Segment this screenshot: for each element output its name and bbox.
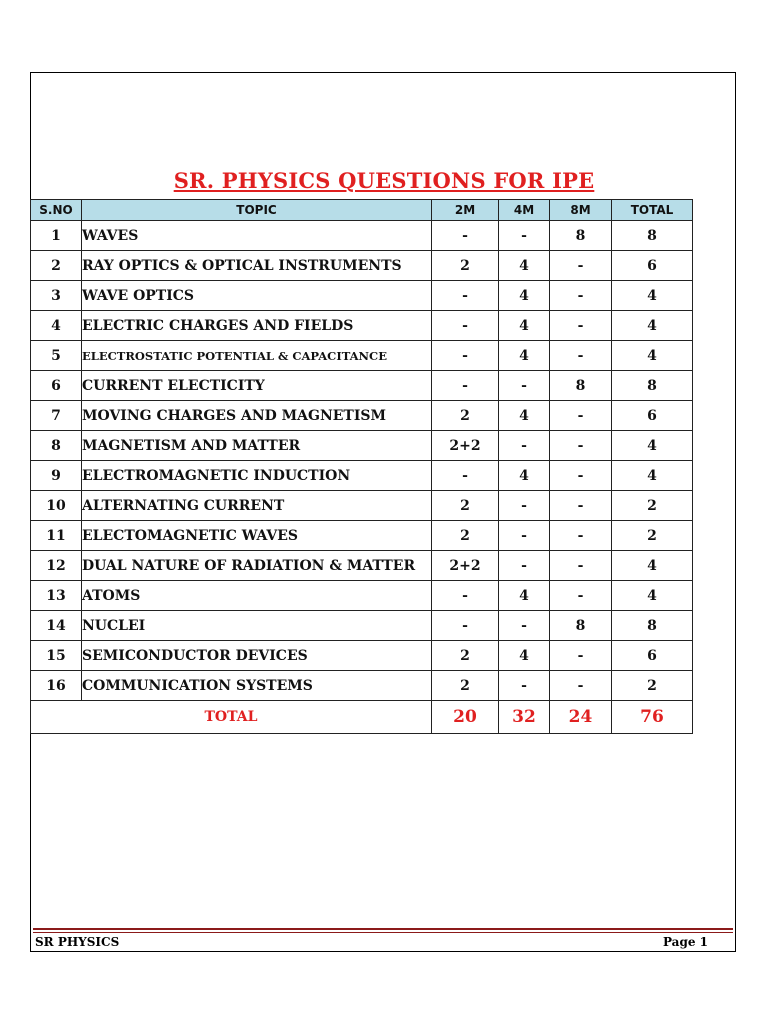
- row-sno: 10: [31, 491, 82, 521]
- row-sno: 7: [31, 401, 82, 431]
- header-topic: TOPIC: [82, 200, 432, 221]
- table-header-row: [31, 200, 693, 221]
- row-2m: 2: [432, 491, 499, 521]
- total-8m: 24: [550, 701, 612, 734]
- row-4m: 4: [499, 461, 550, 491]
- row-8m: -: [550, 431, 612, 461]
- row-topic: CURRENT ELECTICITY: [82, 371, 432, 401]
- row-topic: WAVES: [82, 221, 432, 251]
- row-4m: -: [499, 551, 550, 581]
- row-topic: ELECTOMAGNETIC WAVES: [82, 521, 432, 551]
- row-total: 4: [612, 551, 693, 581]
- table-row: [31, 401, 693, 431]
- header-4m: 4M: [499, 200, 550, 221]
- row-2m: 2: [432, 401, 499, 431]
- row-topic: ATOMS: [82, 581, 432, 611]
- row-2m: -: [432, 341, 499, 371]
- row-sno: 2: [31, 251, 82, 281]
- total-4m: 32: [499, 701, 550, 734]
- row-8m: -: [550, 551, 612, 581]
- row-2m: -: [432, 311, 499, 341]
- total-2m: 20: [432, 701, 499, 734]
- row-total: 4: [612, 581, 693, 611]
- row-sno: 14: [31, 611, 82, 641]
- row-topic: RAY OPTICS & OPTICAL INSTRUMENTS: [82, 251, 432, 281]
- row-8m: -: [550, 341, 612, 371]
- table-row: [31, 581, 693, 611]
- header-2m: 2M: [432, 200, 499, 221]
- row-4m: 4: [499, 251, 550, 281]
- row-sno: 8: [31, 431, 82, 461]
- page-title: SR. PHYSICS QUESTIONS FOR IPE: [173, 168, 595, 193]
- row-2m: -: [432, 281, 499, 311]
- row-sno: 9: [31, 461, 82, 491]
- row-4m: 4: [499, 341, 550, 371]
- row-total: 2: [612, 521, 693, 551]
- table-row: [31, 551, 693, 581]
- header-total: TOTAL: [612, 200, 693, 221]
- row-2m: 2: [432, 521, 499, 551]
- row-topic: COMMUNICATION SYSTEMS: [82, 671, 432, 701]
- row-4m: -: [499, 521, 550, 551]
- table-row: [31, 671, 693, 701]
- row-2m: 2: [432, 671, 499, 701]
- total-total: 76: [612, 701, 693, 734]
- footer-subject: SR PHYSICS: [35, 935, 120, 949]
- row-sno: 6: [31, 371, 82, 401]
- row-2m: -: [432, 581, 499, 611]
- table-row: [31, 281, 693, 311]
- row-8m: -: [550, 251, 612, 281]
- table-row: [31, 461, 693, 491]
- row-sno: 13: [31, 581, 82, 611]
- row-total: 8: [612, 371, 693, 401]
- row-sno: 1: [31, 221, 82, 251]
- row-topic: MOVING CHARGES AND MAGNETISM: [82, 401, 432, 431]
- row-sno: 15: [31, 641, 82, 671]
- row-topic: WAVE OPTICS: [82, 281, 432, 311]
- row-8m: -: [550, 491, 612, 521]
- table-body: [31, 221, 693, 701]
- row-8m: -: [550, 401, 612, 431]
- row-topic: MAGNETISM AND MATTER: [82, 431, 432, 461]
- row-total: 4: [612, 311, 693, 341]
- table-row: [31, 221, 693, 251]
- table-row: [31, 641, 693, 671]
- row-topic: ELECTRIC CHARGES AND FIELDS: [82, 311, 432, 341]
- row-8m: -: [550, 281, 612, 311]
- table-row: [31, 341, 693, 371]
- row-8m: 8: [550, 221, 612, 251]
- row-total: 4: [612, 431, 693, 461]
- row-2m: -: [432, 461, 499, 491]
- row-sno: 16: [31, 671, 82, 701]
- row-2m: -: [432, 221, 499, 251]
- row-8m: -: [550, 581, 612, 611]
- row-total: 8: [612, 221, 693, 251]
- total-label: TOTAL: [31, 701, 432, 734]
- row-topic: NUCLEI: [82, 611, 432, 641]
- row-8m: -: [550, 671, 612, 701]
- footer-page-number: Page 1: [662, 935, 708, 949]
- table-row: [31, 311, 693, 341]
- row-topic: ELECTROMAGNETIC INDUCTION: [82, 461, 432, 491]
- row-total: 6: [612, 641, 693, 671]
- row-total: 8: [612, 611, 693, 641]
- row-sno: 5: [31, 341, 82, 371]
- table-row: [31, 491, 693, 521]
- table-row: [31, 521, 693, 551]
- row-total: 4: [612, 341, 693, 371]
- row-4m: -: [499, 671, 550, 701]
- row-4m: -: [499, 611, 550, 641]
- row-2m: 2: [432, 641, 499, 671]
- row-sno: 11: [31, 521, 82, 551]
- row-4m: -: [499, 491, 550, 521]
- row-2m: 2+2: [432, 551, 499, 581]
- row-sno: 3: [31, 281, 82, 311]
- row-8m: -: [550, 311, 612, 341]
- footer-rule-thin: [33, 932, 733, 933]
- table-row: [31, 371, 693, 401]
- row-total: 2: [612, 491, 693, 521]
- row-4m: -: [499, 431, 550, 461]
- row-4m: 4: [499, 641, 550, 671]
- row-total: 6: [612, 251, 693, 281]
- row-total: 4: [612, 461, 693, 491]
- row-2m: 2+2: [432, 431, 499, 461]
- row-total: 6: [612, 401, 693, 431]
- row-topic: SEMICONDUCTOR DEVICES: [82, 641, 432, 671]
- row-4m: 4: [499, 401, 550, 431]
- row-sno: 12: [31, 551, 82, 581]
- questions-table: [30, 199, 693, 734]
- row-sno: 4: [31, 311, 82, 341]
- row-topic: DUAL NATURE OF RADIATION & MATTER: [82, 551, 432, 581]
- row-topic: ALTERNATING CURRENT: [82, 491, 432, 521]
- table-row: [31, 431, 693, 461]
- row-8m: 8: [550, 611, 612, 641]
- row-2m: -: [432, 611, 499, 641]
- row-8m: 8: [550, 371, 612, 401]
- row-total: 2: [612, 671, 693, 701]
- row-4m: 4: [499, 581, 550, 611]
- footer-rule: [33, 928, 733, 930]
- row-8m: -: [550, 521, 612, 551]
- row-total: 4: [612, 281, 693, 311]
- table-row: [31, 611, 693, 641]
- row-2m: -: [432, 371, 499, 401]
- header-8m: 8M: [550, 200, 612, 221]
- row-4m: -: [499, 371, 550, 401]
- header-sno: S.NO: [31, 200, 82, 221]
- row-8m: -: [550, 461, 612, 491]
- row-4m: 4: [499, 281, 550, 311]
- row-4m: 4: [499, 311, 550, 341]
- table-row: [31, 251, 693, 281]
- row-4m: -: [499, 221, 550, 251]
- row-topic: ELECTROSTATIC POTENTIAL & CAPACITANCE: [82, 341, 432, 371]
- row-2m: 2: [432, 251, 499, 281]
- row-8m: -: [550, 641, 612, 671]
- total-row: [31, 701, 693, 734]
